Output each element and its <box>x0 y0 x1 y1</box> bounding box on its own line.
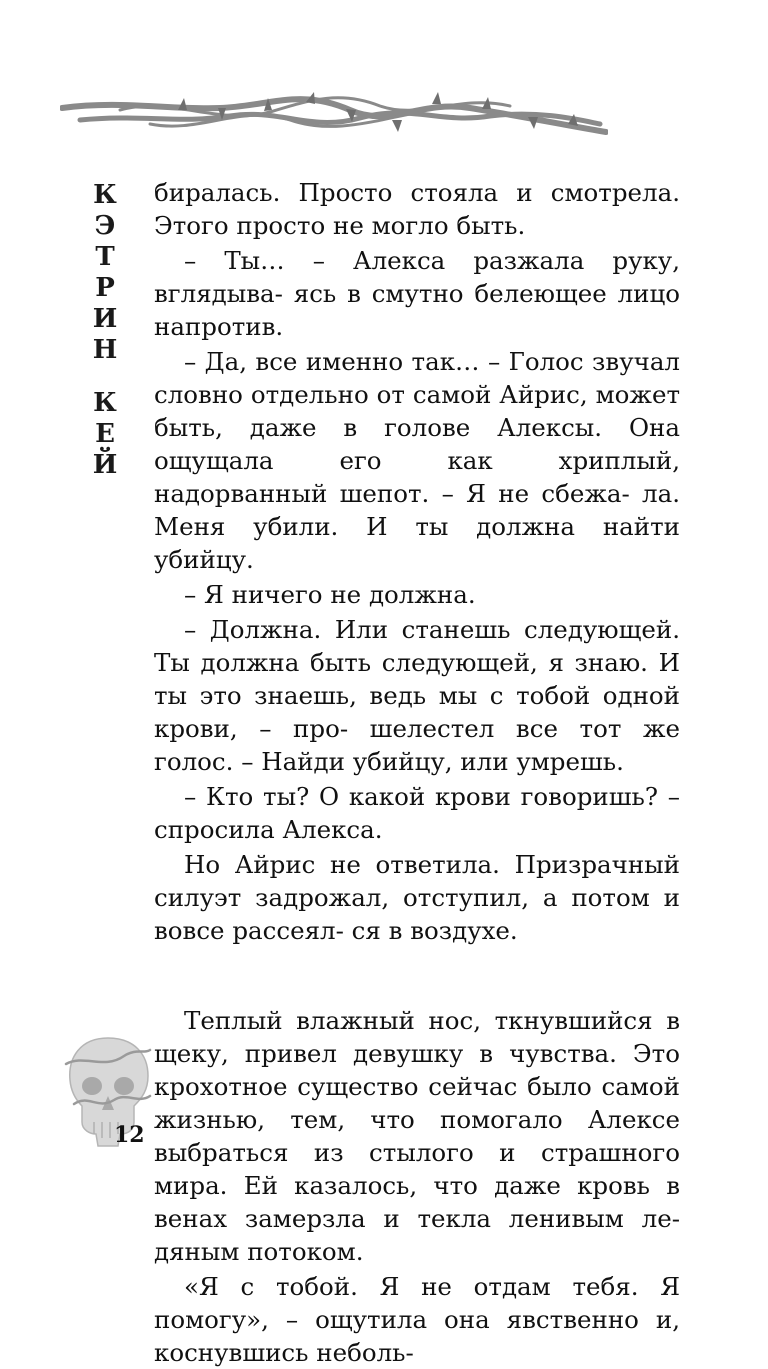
paragraph: – Я ничего не должна. <box>184 580 476 609</box>
paragraph: биралась. Просто стояла и смотрела. Этого просто не могло быть. <box>154 178 680 240</box>
paragraph: – Должна. Или станешь следующей. Ты должна быть следующей, я знаю. И ты это знаешь, ведь мы с тобой одной крови, – про- шелестел все тот же голос. – Найди убийцу, или умрешь. <box>154 615 680 776</box>
author-letter: Й <box>92 450 118 480</box>
author-name-vertical <box>82 180 128 481</box>
paragraph: «Я с тобой. Я не отдам тебя. Я помогу», – ощутила она явственно и, коснувшись неболь- <box>154 1272 680 1367</box>
author-letter: Р <box>95 273 115 303</box>
page-number: 12 <box>114 1122 145 1148</box>
thorn-vine-ornament-icon <box>60 80 608 150</box>
paragraph: Теплый влажный нос, ткнувшийся в щеку, привел девушку в чувства. Это крохотное существо сейчас было самой жизнью, тем, что помогало Алексе выбраться из стылого и страшного мира. Ей казалось, что даже кровь в венах замерзла и текла ленивым ле- дяным потоком. <box>154 1006 680 1266</box>
paragraph: – Кто ты? О какой крови говоришь? – спросила Алекса. <box>154 782 680 844</box>
author-letter: К <box>93 388 117 418</box>
author-letter: Н <box>92 335 118 365</box>
body-text <box>154 176 680 1369</box>
author-letter: Т <box>95 242 115 272</box>
author-letter: К <box>93 180 117 210</box>
author-letter: Э <box>94 211 116 241</box>
paragraph: – Да, все именно так… – Голос звучал словно отдельно от самой Айрис, может быть, даже в голове Алексы. Она ощущала его как хриплый, надорванный шепот. – Я не сбежа- ла. Меня убили. И ты должна найти убийцу. <box>154 347 680 574</box>
author-first-name <box>82 180 128 366</box>
paragraph: – Ты… – Алекса разжала руку, вглядыва- ясь в смутно белеющее лицо напротив. <box>154 246 680 341</box>
paragraph: Но Айрис не ответила. Призрачный силуэт задрожал, отступил, а потом и вовсе рассеял- ся в воздухе. <box>154 850 680 945</box>
author-letter: И <box>92 304 118 334</box>
author-letter: Е <box>95 419 115 449</box>
author-last-name <box>82 388 128 481</box>
